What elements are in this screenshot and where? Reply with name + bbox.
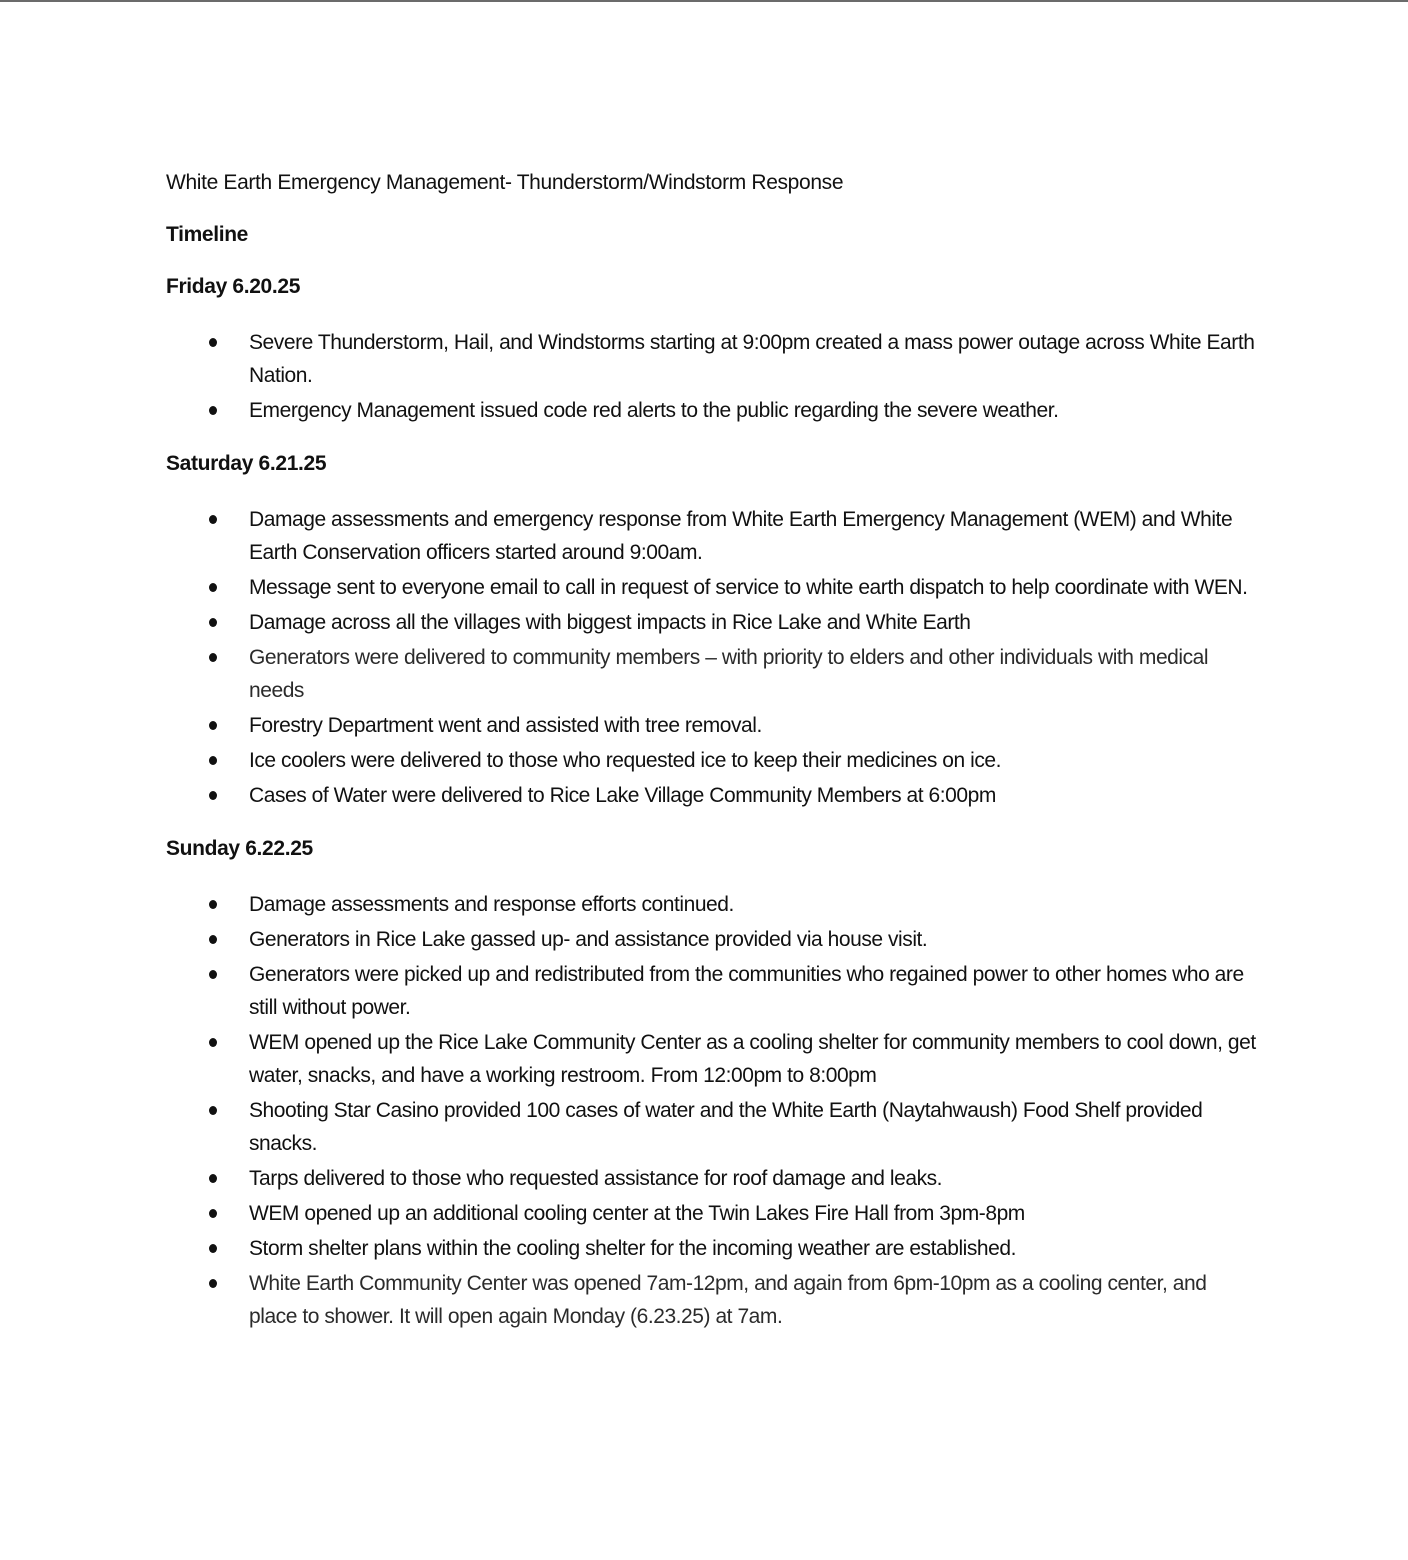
list-item — [166, 1232, 1256, 1265]
document-title: White Earth Emergency Management- Thunderstorm/Windstorm Response — [166, 171, 844, 194]
list-item — [166, 1094, 1256, 1160]
bullet-icon — [209, 1174, 217, 1183]
list-item — [166, 1197, 1256, 1230]
list-item-text: Message sent to everyone email to call in request of service to white earth dispatch to help coordinate with WEN. — [249, 576, 1248, 599]
list-item — [166, 923, 1256, 956]
list-item — [166, 1267, 1256, 1333]
list-item — [166, 1026, 1256, 1092]
list-item — [166, 709, 1256, 742]
list-item — [166, 1162, 1256, 1195]
timeline-heading: Timeline — [166, 223, 249, 246]
list-item — [166, 503, 1256, 569]
list-item — [166, 779, 1256, 812]
top-border — [0, 0, 1408, 2]
section-saturday — [166, 449, 1256, 812]
bullet-icon — [209, 653, 217, 662]
bullet-icon — [209, 1279, 217, 1288]
bullet-icon — [209, 515, 217, 524]
section-date: Sunday 6.22.25 — [166, 837, 313, 860]
bullet-icon — [209, 406, 217, 415]
list-item-text: Shooting Star Casino provided 100 cases of water and the White Earth (Naytahwaush) Food Shelf provided snacks. — [249, 1099, 1203, 1155]
list-item-text: WEM opened up an additional cooling center at the Twin Lakes Fire Hall from 3pm-8pm — [249, 1202, 1025, 1225]
list-item-text: Emergency Management issued code red alerts to the public regarding the severe weather. — [249, 399, 1059, 422]
list-item — [166, 326, 1256, 392]
section-friday — [166, 272, 1256, 427]
list-item-text: Tarps delivered to those who requested assistance for roof damage and leaks. — [249, 1167, 943, 1190]
list-item — [166, 394, 1256, 427]
list-item-text: Damage assessments and emergency response from White Earth Emergency Management (WEM) and White Earth Conservation officers started around 9:00am. — [249, 508, 1233, 564]
list-item — [166, 888, 1256, 921]
bullet-icon — [209, 1038, 217, 1047]
list-item-text: WEM opened up the Rice Lake Community Center as a cooling shelter for community members to cool down, get water, snacks, and have a working restroom. From 12:00pm to 8:00pm — [249, 1031, 1256, 1087]
list-item-text: Cases of Water were delivered to Rice Lake Village Community Members at 6:00pm — [249, 784, 996, 807]
bullet-icon — [209, 618, 217, 627]
bullet-icon — [209, 1106, 217, 1115]
list-item — [166, 571, 1256, 604]
document-page — [166, 168, 1256, 1355]
bullet-icon — [209, 935, 217, 944]
bullet-icon — [209, 791, 217, 800]
list-item — [166, 606, 1256, 639]
list-item-text: Ice coolers were delivered to those who requested ice to keep their medicines on ice. — [249, 749, 1002, 772]
bullet-icon — [209, 1209, 217, 1218]
bullet-list — [166, 503, 1256, 812]
list-item — [166, 744, 1256, 777]
list-item-text: Generators in Rice Lake gassed up- and assistance provided via house visit. — [249, 928, 928, 951]
list-item-text: Forestry Department went and assisted with tree removal. — [249, 714, 762, 737]
list-item-text: White Earth Community Center was opened 7am-12pm, and again from 6pm-10pm as a cooling center, and place to shower. It will open again Monday (6.23.25) at 7am. — [249, 1272, 1207, 1328]
list-item — [166, 641, 1256, 707]
bullet-icon — [209, 338, 217, 347]
section-date: Friday 6.20.25 — [166, 275, 301, 298]
section-date: Saturday 6.21.25 — [166, 452, 327, 475]
bullet-list — [166, 888, 1256, 1333]
list-item-text: Generators were picked up and redistributed from the communities who regained power to other homes who are still without power. — [249, 963, 1244, 1019]
list-item-text: Damage across all the villages with biggest impacts in Rice Lake and White Earth — [249, 611, 971, 634]
bullet-icon — [209, 970, 217, 979]
section-sunday — [166, 834, 1256, 1333]
list-item-text: Severe Thunderstorm, Hail, and Windstorms starting at 9:00pm created a mass power outage across White Earth Nation. — [249, 331, 1255, 387]
bullet-icon — [209, 583, 217, 592]
bullet-icon — [209, 756, 217, 765]
bullet-list — [166, 326, 1256, 427]
bullet-icon — [209, 721, 217, 730]
list-item-text: Generators were delivered to community members – with priority to elders and other individuals with medical needs — [249, 646, 1209, 702]
list-item — [166, 958, 1256, 1024]
list-item-text: Damage assessments and response efforts continued. — [249, 893, 734, 916]
bullet-icon — [209, 900, 217, 909]
bullet-icon — [209, 1244, 217, 1253]
list-item-text: Storm shelter plans within the cooling shelter for the incoming weather are established. — [249, 1237, 1016, 1260]
